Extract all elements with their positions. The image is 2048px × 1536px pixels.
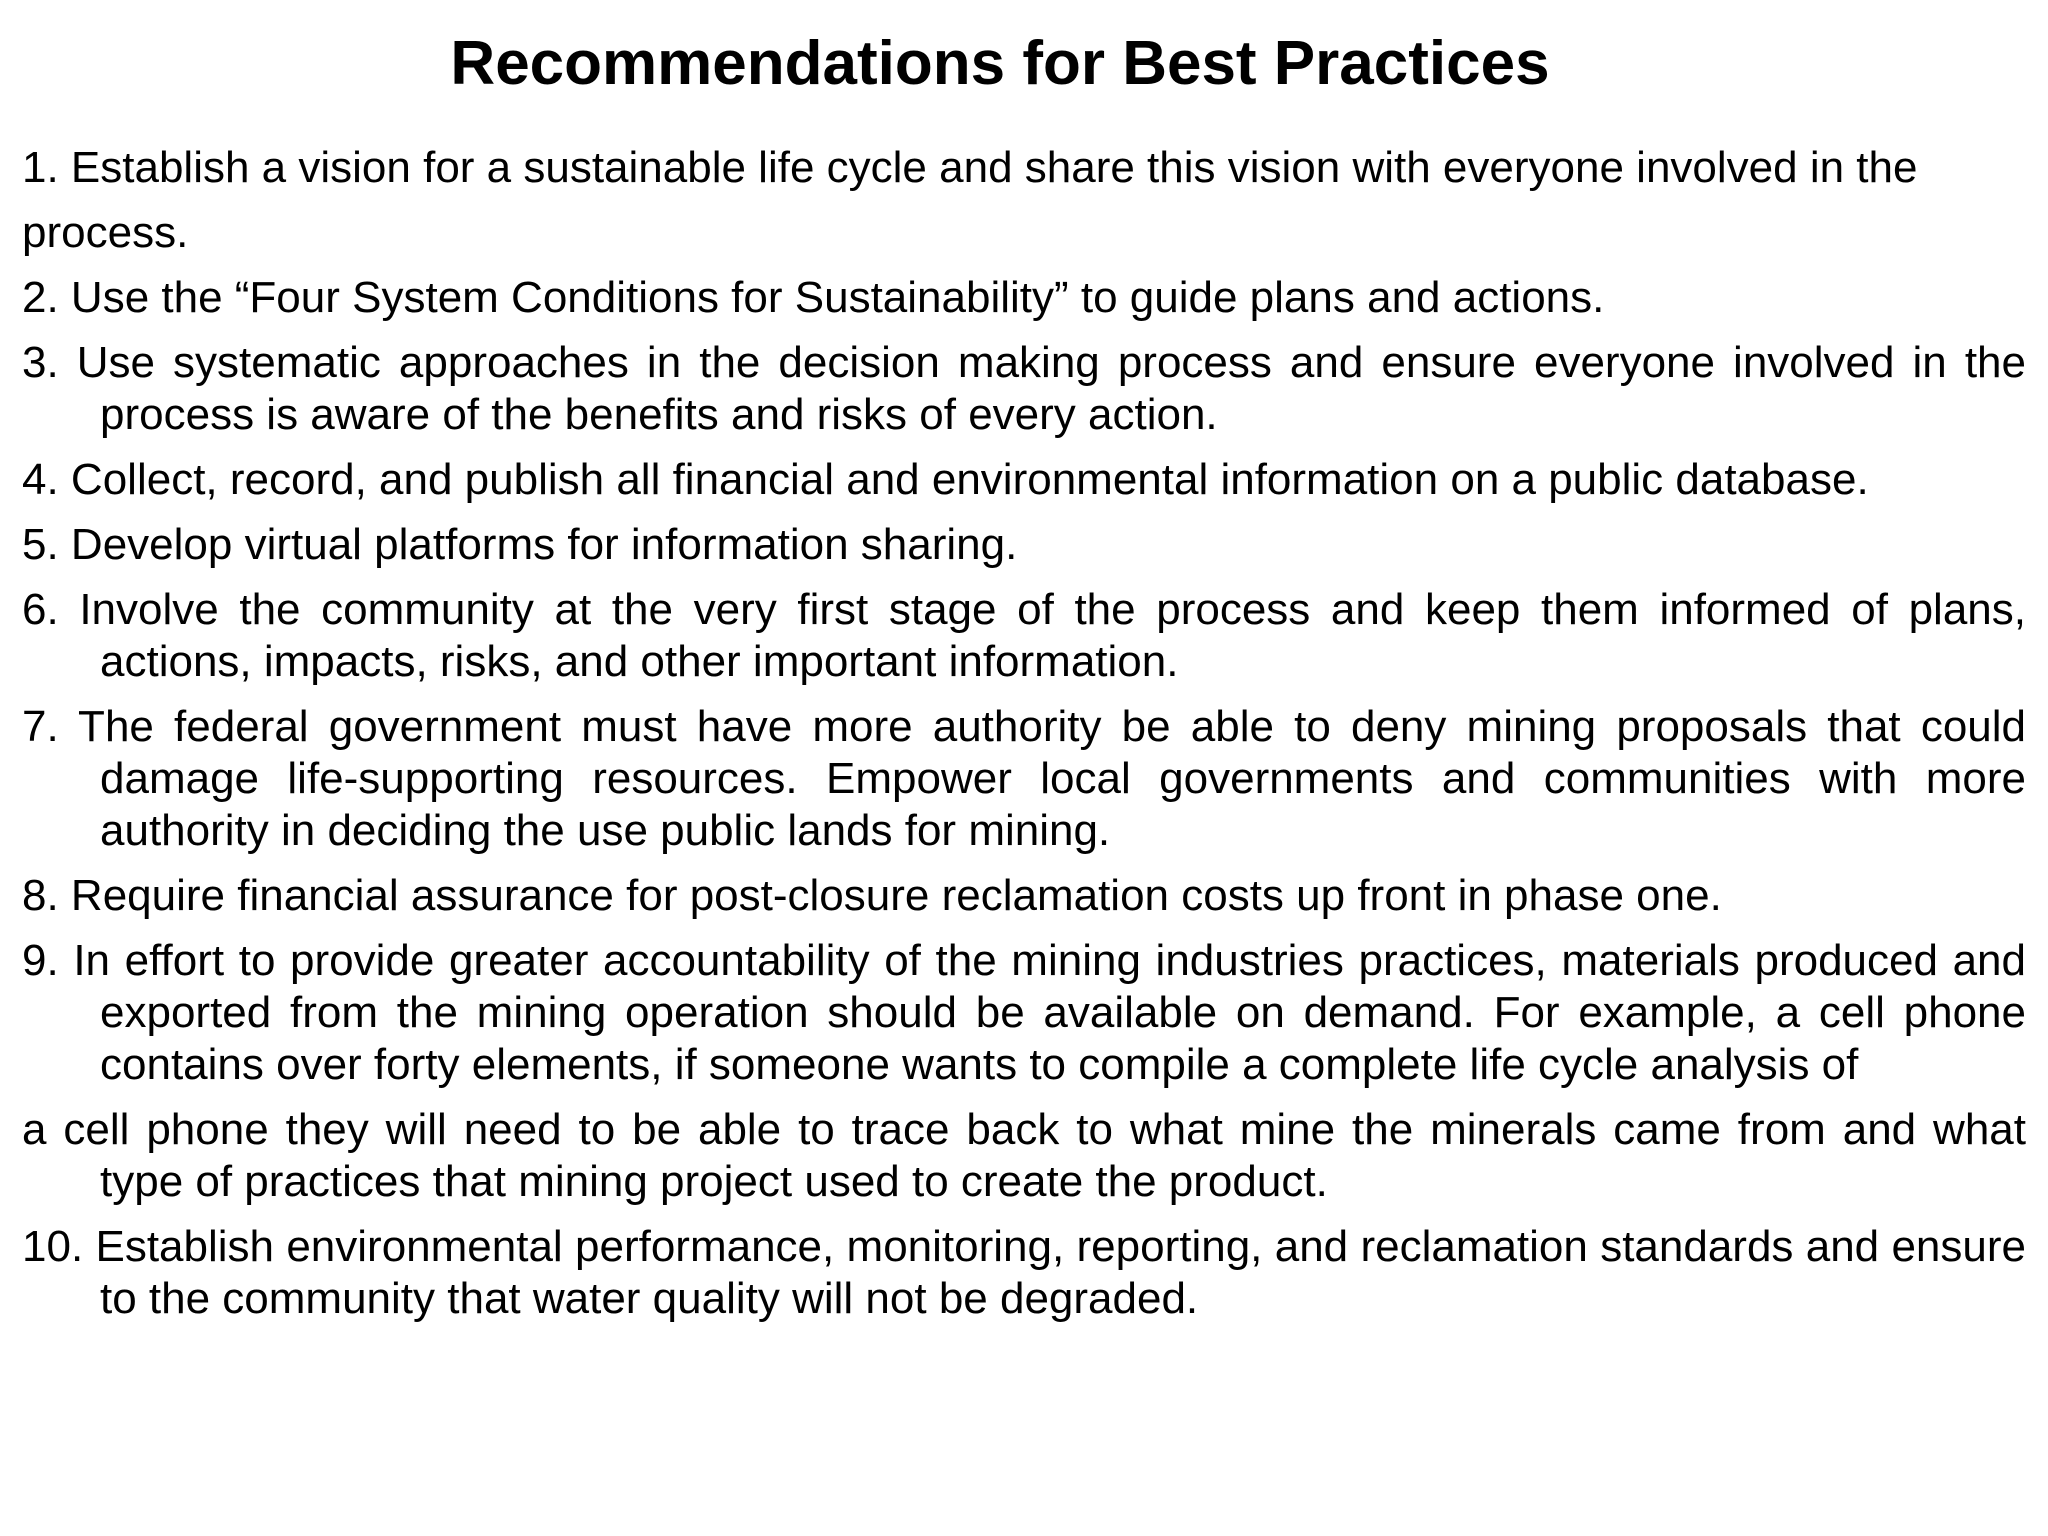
list-item-9-continuation: a cell phone they will need to be able to trace back to what mine the minerals came from and what type of practices that mining project used to create the product.: [22, 1105, 2026, 1206]
list-item-8: 8. Require financial assurance for post-closure reclamation costs up front in phase one.: [22, 871, 1722, 920]
list-item-2: 2. Use the “Four System Conditions for Sustainability” to guide plans and actions.: [22, 273, 1605, 322]
list-item-10: 10. Establish environmental performance, monitoring, reporting, and reclamation standards and ensure to the community that water quality will not be degraded.: [22, 1222, 2026, 1323]
list-item-7: 7. The federal government must have more authority be able to deny mining proposals that could damage life-supporting resources. Empower local governments and communities with more authority in deciding the use public lands for mining.: [22, 702, 2026, 855]
list-item-1: 1. Establish a vision for a sustainable life cycle and share this vision with everyone involved in the: [22, 143, 1918, 192]
list-item-3: 3. Use systematic approaches in the decision making process and ensure everyone involved in the process is aware of the benefits and risks of every action.: [22, 338, 2026, 439]
list-item-4: 4. Collect, record, and publish all financial and environmental information on a public database.: [22, 455, 1869, 504]
recommendations-list: [22, 142, 2026, 1338]
list-item-5: 5. Develop virtual platforms for information sharing.: [22, 520, 1018, 569]
list-item-1-continuation: process.: [22, 208, 189, 257]
slide-title: Recommendations for Best Practices: [450, 29, 1550, 98]
list-item-9: 9. In effort to provide greater accountability of the mining industries practices, materials produced and exported from the mining operation should be available on demand. For example, a cell phone contains over forty elements, if someone wants to compile a complete life cycle analysis of: [22, 936, 2026, 1089]
list-item-6: 6. Involve the community at the very first stage of the process and keep them informed of plans, actions, impacts, risks, and other important information.: [22, 585, 2026, 686]
